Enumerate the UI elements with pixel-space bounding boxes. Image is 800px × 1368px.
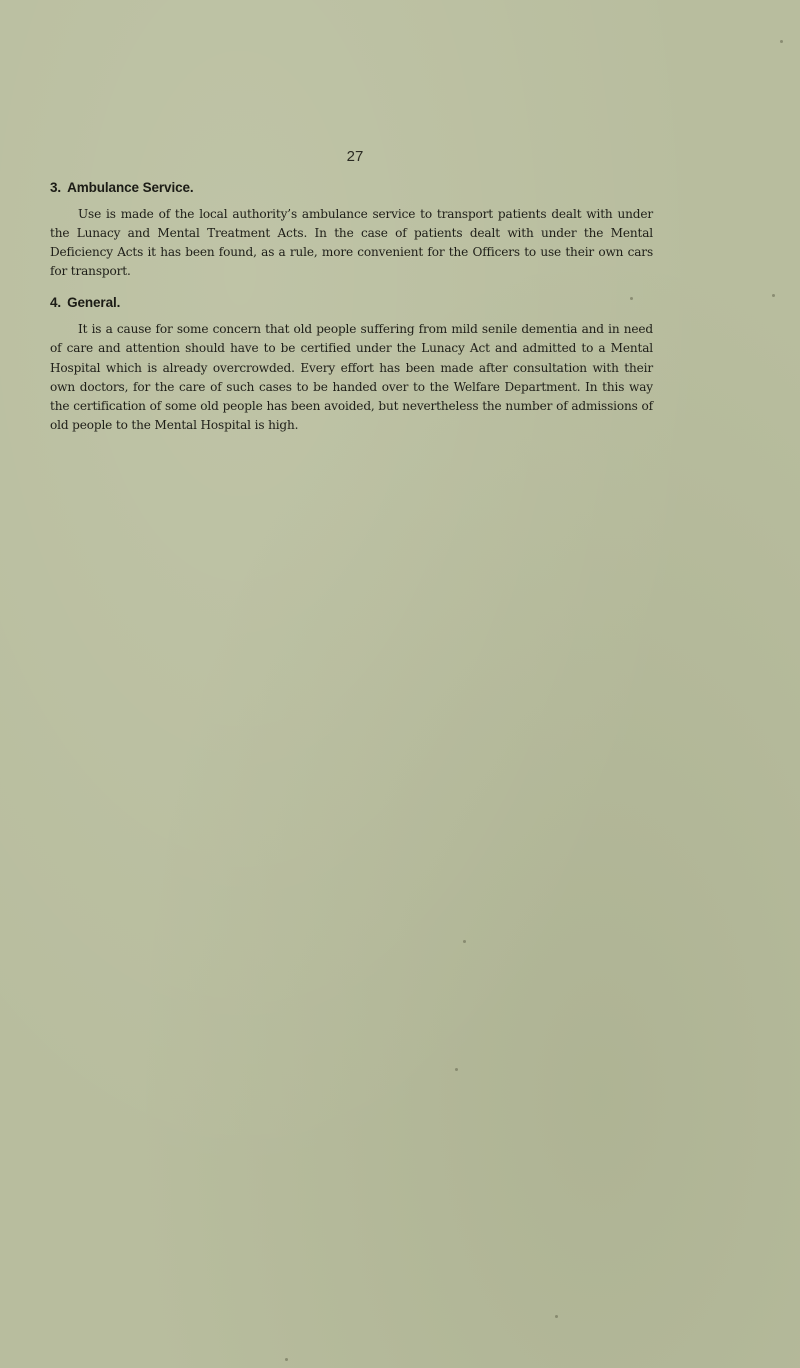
section-heading <box>50 180 653 195</box>
paper-speck <box>780 40 783 43</box>
section-number: 3. <box>50 180 62 195</box>
paper-speck <box>555 1315 558 1318</box>
document-body <box>50 180 653 449</box>
paper-speck <box>772 294 775 297</box>
paper-speck <box>285 1358 288 1361</box>
section-title: Ambulance Service. <box>67 180 194 195</box>
section-ambulance-service <box>50 180 653 281</box>
section-general <box>50 295 653 435</box>
section-paragraph: Use is made of the local authority’s ambulance service to transport patients dealt with under the Lunacy and Mental Treatment Acts. In the case of patients dealt with under the Mental Deficiency Acts it has been found, as a rule, more convenient for the Officers to use their own cars for transport. <box>50 207 653 279</box>
section-paragraph: It is a cause for some concern that old people suffering from mild senile dementia and in need of care and attention should have to be certified under the Lunacy Act and admitted to a Mental Hospital which is already overcrowded. Every effort has been made after consultation with their own doctors, for the care of such cases to be handed over to the Welfare Department. In this way the certification of some old people has been avoided, but nevertheless the number of admissions of old people to the Mental Hospital is high. <box>50 322 653 432</box>
section-title: General. <box>67 295 121 311</box>
paper-speck <box>463 940 466 943</box>
paper-speck <box>630 297 633 300</box>
page-number: 27 <box>346 148 364 165</box>
paper-speck <box>455 1068 458 1071</box>
section-number: 4. <box>50 295 62 311</box>
section-heading <box>50 295 653 310</box>
